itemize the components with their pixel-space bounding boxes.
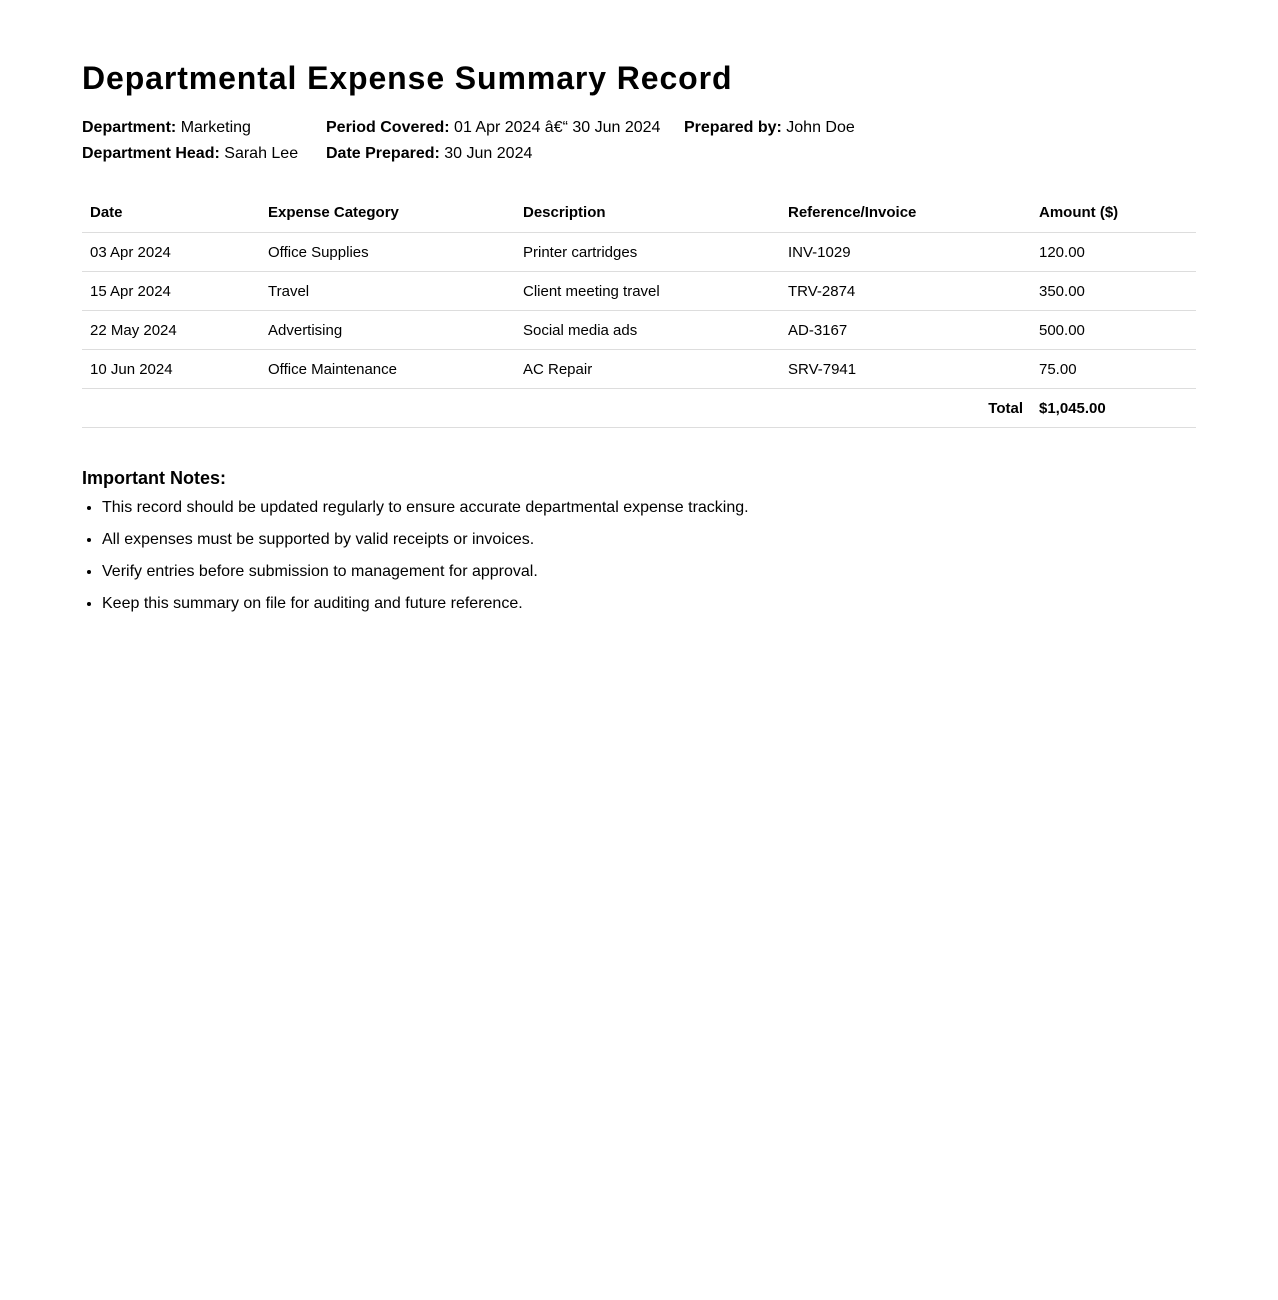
table-row (82, 311, 1196, 350)
department-label: Department: (82, 119, 177, 136)
total-value: $1,045.00 (1031, 389, 1196, 428)
cell-amount: 500.00 (1031, 311, 1196, 350)
total-row (82, 389, 1196, 428)
department-head-value: Sarah Lee (224, 145, 299, 162)
record-metadata (82, 115, 904, 167)
cell-expense-category: Advertising (260, 311, 515, 350)
cell-date: 22 May 2024 (82, 311, 260, 350)
department-value: Marketing (180, 119, 251, 136)
notes-list (82, 498, 749, 614)
table-row (82, 233, 1196, 272)
cell-amount: 75.00 (1031, 350, 1196, 389)
cell-reference: TRV-2874 (780, 272, 1031, 311)
prepared-by-field (684, 115, 904, 141)
notes-heading: Important Notes: (82, 468, 226, 488)
department-field (82, 115, 326, 141)
cell-reference: AD-3167 (780, 311, 1031, 350)
cell-reference: SRV-7941 (780, 350, 1031, 389)
cell-description: Social media ads (515, 311, 780, 350)
list-item: • Keep this summary on file for auditing and future reference. (102, 594, 749, 614)
cell-expense-category: Office Supplies (260, 233, 515, 272)
cell-date: 15 Apr 2024 (82, 272, 260, 311)
period-covered-value: 01 Apr 2024 â€“ 30 Jun 2024 (454, 119, 661, 136)
list-item: • All expenses must be supported by valid receipts or invoices. (102, 530, 749, 550)
date-prepared-field (326, 141, 684, 167)
cell-reference: INV-1029 (780, 233, 1031, 272)
metadata-column-2 (326, 115, 684, 167)
expense-table (82, 193, 1196, 428)
cell-expense-category: Travel (260, 272, 515, 311)
prepared-by-label: Prepared by: (684, 119, 782, 136)
date-prepared-label: Date Prepared: (326, 145, 440, 162)
cell-description: Printer cartridges (515, 233, 780, 272)
column-header-reference-invoice: Reference/Invoice (780, 193, 1031, 233)
total-label: Total (82, 389, 1031, 428)
metadata-column-3 (684, 115, 904, 167)
column-header-description: Description (515, 193, 780, 233)
table-header-row (82, 193, 1196, 233)
metadata-column-1 (82, 115, 326, 167)
column-header-date: Date (82, 193, 260, 233)
list-item: • Verify entries before submission to management for approval. (102, 562, 749, 582)
cell-amount: 120.00 (1031, 233, 1196, 272)
cell-description: Client meeting travel (515, 272, 780, 311)
column-header-expense-category: Expense Category (260, 193, 515, 233)
department-head-label: Department Head: (82, 145, 220, 162)
cell-date: 10 Jun 2024 (82, 350, 260, 389)
period-covered-field (326, 115, 684, 141)
table-row (82, 350, 1196, 389)
cell-amount: 350.00 (1031, 272, 1196, 311)
date-prepared-value: 30 Jun 2024 (444, 145, 533, 162)
cell-expense-category: Office Maintenance (260, 350, 515, 389)
period-covered-label: Period Covered: (326, 119, 450, 136)
list-item: • This record should be updated regularly to ensure accurate departmental expense tracking. (102, 498, 749, 518)
department-head-field (82, 141, 326, 167)
table-row (82, 272, 1196, 311)
cell-description: AC Repair (515, 350, 780, 389)
important-notes-section (82, 466, 749, 626)
cell-date: 03 Apr 2024 (82, 233, 260, 272)
page-title: Departmental Expense Summary Record (82, 60, 733, 96)
column-header-amount: Amount ($) (1031, 193, 1196, 233)
prepared-by-value: John Doe (786, 119, 855, 136)
